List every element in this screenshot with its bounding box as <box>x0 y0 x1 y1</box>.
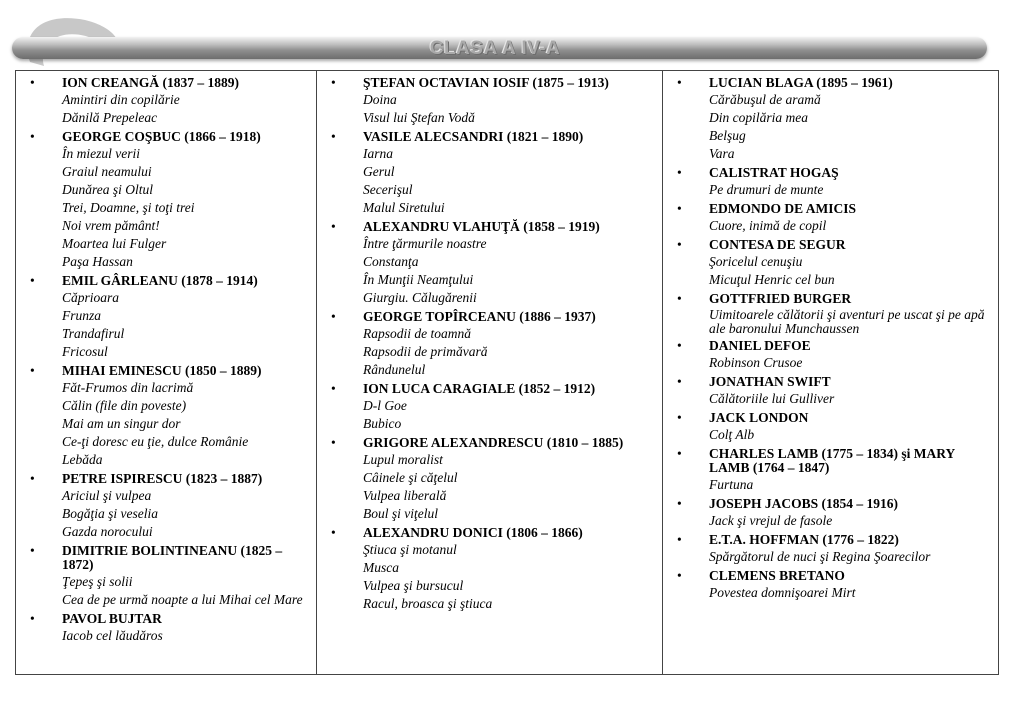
author-name <box>323 436 658 450</box>
bullet-icon: • <box>30 273 35 288</box>
work-title: Pe drumuri de munte <box>709 182 824 197</box>
author-label: JONATHAN SWIFT <box>709 374 831 389</box>
bullet-icon: • <box>677 446 682 461</box>
work-title: Paşa Hassan <box>62 254 133 269</box>
author-label: CALISTRAT HOGAŞ <box>709 165 839 180</box>
author-entry <box>669 238 994 289</box>
bullet-icon: • <box>677 165 682 180</box>
column-2 <box>316 71 662 674</box>
author-entry <box>22 364 312 469</box>
author-entry <box>323 382 658 433</box>
author-label: VASILE ALECSANDRI (1821 – 1890) <box>363 129 584 144</box>
author-label: JOSEPH JACOBS (1854 – 1916) <box>709 496 899 511</box>
work-title: Malul Siretului <box>363 200 445 215</box>
work-title: Musca <box>363 560 399 575</box>
work-title: Lebăda <box>62 452 103 467</box>
author-name <box>669 375 994 389</box>
work-title: Secerişul <box>363 182 413 197</box>
work-title: Doina <box>363 92 397 107</box>
work-title: Trei, Doamne, şi toţi trei <box>62 200 195 215</box>
author-entry <box>669 533 994 566</box>
author-name <box>323 382 658 396</box>
author-label: GEORGE TOPÎRCEANU (1886 – 1937) <box>363 309 596 324</box>
work-title: Bogăţia şi veselia <box>62 506 158 521</box>
author-label: GOTTFRIED BURGER <box>709 291 852 306</box>
work-title: Vulpea liberală <box>363 488 447 503</box>
bullet-icon: • <box>677 201 682 216</box>
author-entry <box>669 339 994 372</box>
author-name <box>669 497 994 511</box>
author-name <box>22 544 312 572</box>
work-title: Din copilăria mea <box>709 110 808 125</box>
work-title: Ariciul şi vulpea <box>62 488 152 503</box>
work-title: Dănilă Prepeleac <box>62 110 158 125</box>
bullet-icon: • <box>30 611 35 626</box>
author-entry <box>669 569 994 602</box>
author-name <box>669 166 994 180</box>
work-title: Câinele şi căţelul <box>363 470 458 485</box>
work-title: Fricosul <box>62 344 108 359</box>
work-title: Călătoriile lui Gulliver <box>709 391 835 406</box>
work-title: Visul lui Ştefan Vodă <box>363 110 475 125</box>
author-label: LUCIAN BLAGA (1895 – 1961) <box>709 75 893 90</box>
author-entry <box>669 497 994 530</box>
author-name <box>22 274 312 288</box>
bullet-icon: • <box>331 219 336 234</box>
work-title: Ştiuca şi motanul <box>363 542 457 557</box>
bullet-icon: • <box>677 374 682 389</box>
bullet-icon: • <box>30 75 35 90</box>
author-label: PETRE ISPIRESCU (1823 – 1887) <box>62 471 263 486</box>
author-entry <box>669 375 994 408</box>
author-entry <box>669 411 994 444</box>
bullet-icon: • <box>30 129 35 144</box>
bullet-icon: • <box>331 525 336 540</box>
author-entry <box>22 612 312 645</box>
bullet-icon: • <box>331 75 336 90</box>
bullet-icon: • <box>677 75 682 90</box>
author-name <box>22 76 312 90</box>
author-entry <box>323 436 658 523</box>
reading-list-table <box>15 70 999 675</box>
author-label: ION LUCA CARAGIALE (1852 – 1912) <box>363 381 596 396</box>
author-label: GRIGORE ALEXANDRESCU (1810 – 1885) <box>363 435 624 450</box>
work-title: Rapsodii de primăvară <box>363 344 488 359</box>
work-title: Giurgiu. Călugărenii <box>363 290 477 305</box>
bullet-icon: • <box>331 129 336 144</box>
bullet-icon: • <box>331 309 336 324</box>
author-entry <box>22 130 312 271</box>
work-title: Trandafirul <box>62 326 125 341</box>
author-entry <box>22 274 312 361</box>
author-name <box>22 612 312 626</box>
work-title: Spărgătorul de nuci şi Regina Şoarecilor <box>709 549 931 564</box>
author-label: ALEXANDRU VLAHUŢĂ (1858 – 1919) <box>363 219 600 234</box>
work-title: Boul şi viţelul <box>363 506 438 521</box>
work-title: În miezul verii <box>62 146 140 161</box>
work-title: Vulpea şi bursucul <box>363 578 464 593</box>
author-label: CONTESA DE SEGUR <box>709 237 846 252</box>
author-entry <box>22 472 312 541</box>
work-title: Robinson Crusoe <box>709 355 803 370</box>
author-entry <box>323 310 658 379</box>
author-name <box>669 411 994 425</box>
work-title: Constanţa <box>363 254 419 269</box>
author-entry <box>669 292 994 336</box>
work-title: Şoricelul cenuşiu <box>709 254 803 269</box>
author-entry <box>323 526 658 613</box>
bullet-icon: • <box>331 435 336 450</box>
work-title: Rândunelul <box>363 362 426 377</box>
work-title: Colţ Alb <box>709 427 755 442</box>
column-3 <box>662 71 998 674</box>
work-title: În Munţii Neamţului <box>363 272 474 287</box>
author-entry <box>669 202 994 235</box>
author-label: JACK LONDON <box>709 410 809 425</box>
author-label: DANIEL DEFOE <box>709 338 811 353</box>
author-label: CHARLES LAMB (1775 – 1834) şi MARY LAMB (1764 – 1847) <box>709 446 955 475</box>
work-title: Rapsodii de toamnă <box>363 326 471 341</box>
work-title: Frunza <box>62 308 102 323</box>
bullet-icon: • <box>30 363 35 378</box>
author-name <box>669 76 994 90</box>
author-name <box>323 310 658 324</box>
author-name <box>323 220 658 234</box>
work-title: Cuore, inimă de copil <box>709 218 827 233</box>
work-title: Gerul <box>363 164 395 179</box>
bullet-icon: • <box>677 291 682 306</box>
bullet-icon: • <box>331 381 336 396</box>
work-title: Racul, broasca şi ştiuca <box>363 596 493 611</box>
author-name <box>669 569 994 583</box>
author-entry <box>323 76 658 127</box>
bullet-icon: • <box>677 338 682 353</box>
author-label: CLEMENS BRETANO <box>709 568 845 583</box>
author-label: ION CREANGĂ (1837 – 1889) <box>62 75 239 90</box>
work-title: Ţepeş şi solii <box>62 574 133 589</box>
work-title: Cea de pe urmă noapte a lui Mihai cel Mare <box>62 592 303 607</box>
work-title: Iarna <box>363 146 393 161</box>
author-name <box>323 76 658 90</box>
author-label: EMIL GÂRLEANU (1878 – 1914) <box>62 273 258 288</box>
column-1 <box>16 71 316 674</box>
bullet-icon: • <box>677 237 682 252</box>
author-name <box>669 292 994 306</box>
author-label: EDMONDO DE AMICIS <box>709 201 857 216</box>
author-label: ALEXANDRU DONICI (1806 – 1866) <box>363 525 583 540</box>
author-name <box>669 238 994 252</box>
work-title: Belşug <box>709 128 746 143</box>
author-name <box>323 526 658 540</box>
work-title: Graiul neamului <box>62 164 152 179</box>
author-name <box>669 339 994 353</box>
work-title: Lupul moralist <box>363 452 443 467</box>
author-entry <box>323 130 658 217</box>
bullet-icon: • <box>677 532 682 547</box>
work-title: Călin (file din poveste) <box>62 398 187 413</box>
work-title: Căprioara <box>62 290 120 305</box>
work-title: Amintiri din copilărie <box>62 92 180 107</box>
author-name <box>22 472 312 486</box>
author-entry <box>669 76 994 163</box>
work-title: Făt-Frumos din lacrimă <box>62 380 194 395</box>
author-label: E.T.A. HOFFMAN (1776 – 1822) <box>709 532 899 547</box>
bullet-icon: • <box>30 543 35 558</box>
work-title: Vara <box>709 146 735 161</box>
author-entry <box>22 544 312 609</box>
author-label: MIHAI EMINESCU (1850 – 1889) <box>62 363 262 378</box>
work-title: Dunărea şi Oltul <box>62 182 153 197</box>
bullet-icon: • <box>677 410 682 425</box>
author-name <box>669 447 994 475</box>
author-name <box>669 533 994 547</box>
author-label: DIMITRIE BOLINTINEANU (1825 – 1872) <box>62 543 283 572</box>
author-entry <box>669 447 994 494</box>
work-title: Moartea lui Fulger <box>62 236 167 251</box>
bullet-icon: • <box>30 471 35 486</box>
bullet-icon: • <box>677 568 682 583</box>
author-name <box>22 130 312 144</box>
work-title: Noi vrem pământ! <box>62 218 160 233</box>
work-title: Jack şi vrejul de fasole <box>709 513 833 528</box>
work-title: Uimitoarele călătorii şi aventuri pe uscat şi pe apă ale baronului Munchaussen <box>709 307 985 336</box>
author-name <box>22 364 312 378</box>
work-title: Micuţul Henric cel bun <box>709 272 835 287</box>
author-entry <box>22 76 312 127</box>
author-entry <box>669 166 994 199</box>
author-entry <box>323 220 658 307</box>
work-title: D-l Goe <box>363 398 407 413</box>
work-title: Bubico <box>363 416 402 431</box>
author-label: PAVOL BUJTAR <box>62 611 162 626</box>
work-title: Mai am un singur dor <box>62 416 181 431</box>
author-label: ŞTEFAN OCTAVIAN IOSIF (1875 – 1913) <box>363 75 609 90</box>
author-label: GEORGE COŞBUC (1866 – 1918) <box>62 129 261 144</box>
work-title: Ce-ţi doresc eu ţie, dulce Românie <box>62 434 249 449</box>
work-title: Iacob cel lăudăros <box>62 628 163 643</box>
author-name <box>323 130 658 144</box>
page-title: CLASA A IV-A <box>429 38 561 59</box>
work-title: Cărăbuşul de aramă <box>709 92 821 107</box>
author-name <box>669 202 994 216</box>
work-title: Între ţărmurile noastre <box>363 236 487 251</box>
work-title: Furtuna <box>709 477 754 492</box>
work-title: Gazda norocului <box>62 524 153 539</box>
bullet-icon: • <box>677 496 682 511</box>
work-title: Povestea domnişoarei Mirt <box>709 585 856 600</box>
